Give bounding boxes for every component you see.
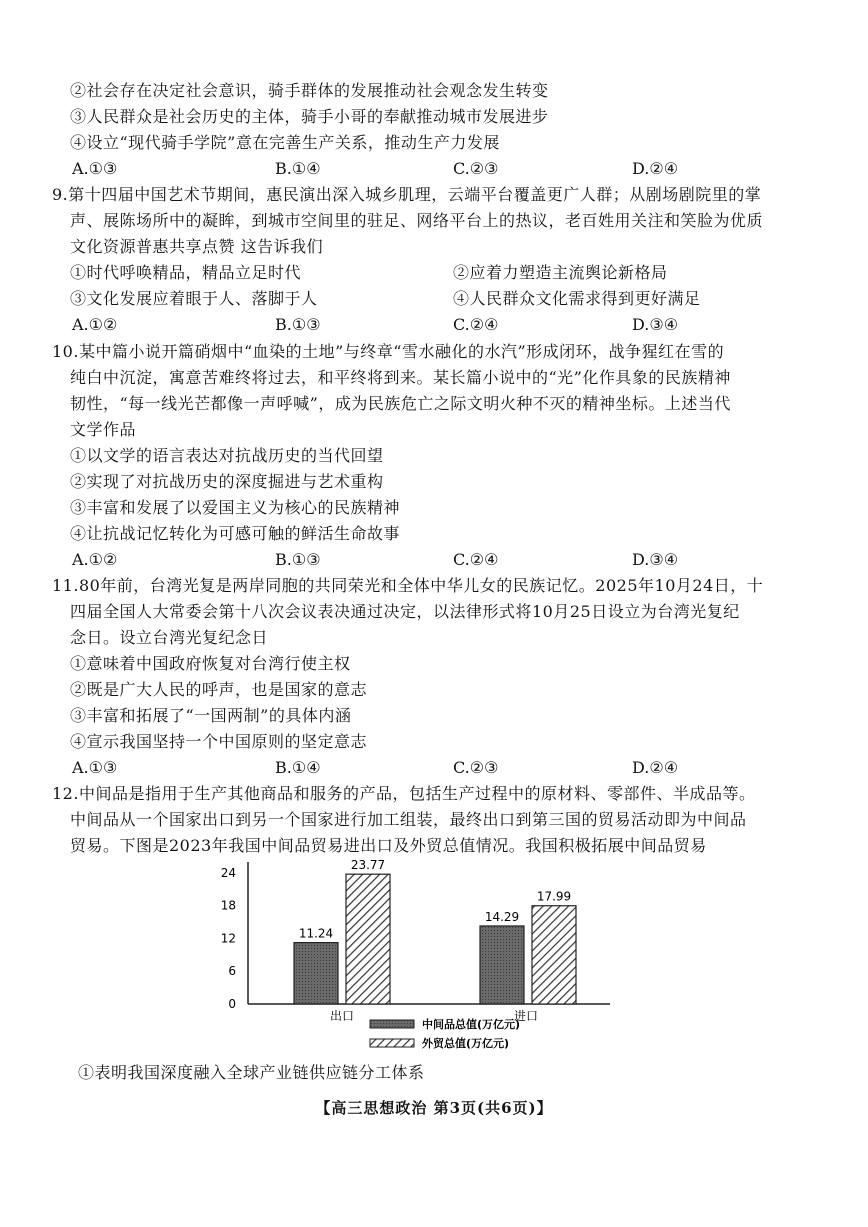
q9-statement-1: ①时代呼唤精品，精品立足时代 [70, 263, 302, 282]
q10-option-b: B.①③ [275, 550, 321, 569]
legend-label-intermediate: 中间品总值(万亿元) [422, 1018, 521, 1031]
q10-stem-line-2: 纯白中沉淀，寓意苦难终将过去，和平终将到来。某长篇小说中的“光”化作具象的民族精神 [70, 368, 731, 387]
q9-option-b: B.①③ [275, 315, 321, 334]
q9-stem-line-2: 声、展陈场所中的凝眸，到城市空间里的驻足、网络平台上的热议，老百姓用关注和笑脸为优质 [70, 211, 764, 230]
q11-stem-line-3: 念日。设立台湾光复纪念日 [70, 628, 269, 647]
q10-option-d: D.③④ [632, 550, 679, 569]
bar-0-1 [346, 874, 390, 1004]
q10-option-a: A.①② [72, 550, 118, 569]
q11-option-d: D.②④ [632, 758, 679, 777]
bar-value-label: 23.77 [350, 858, 386, 873]
q9-statement-4: ④人民群众文化需求得到更好满足 [453, 289, 701, 308]
bar-value-label: 17.99 [536, 889, 572, 904]
bar-1-1 [532, 906, 576, 1004]
q10-option-c: C.②④ [453, 550, 499, 569]
q8-statement-3: ③人民群众是社会历史的主体，骑手小哥的奉献推动城市发展进步 [70, 107, 549, 126]
q10-statement-2: ②实现了对抗战历史的深度掘进与艺术重构 [70, 472, 384, 491]
bar-value-label: 14.29 [484, 909, 520, 924]
q12-stem-line-3: 贸易。下图是2023年我国中间品贸易进出口及外贸总值情况。我国积极拓展中间品贸易 [70, 836, 707, 855]
y-tick-label: 0 [228, 997, 236, 1011]
y-tick-label: 18 [220, 898, 236, 913]
q11-option-a: A.①③ [72, 758, 118, 777]
q10-stem-line-1: 10.某中篇小说开篇硝烟中“血染的土地”与终章“雪水融化的水汽”形成闭环，战争猩红在雪的 [52, 342, 725, 361]
q8-option-b: B.①④ [275, 159, 321, 178]
q11-stem-line-2: 四届全国人大常委会第十八次会议表决通过决定，以法律形式将10月25日设立为台湾光复纪 [70, 602, 740, 621]
legend-swatch-intermediate [370, 1020, 414, 1028]
q11-statement-3: ③丰富和拓展了“一国两制”的具体内涵 [70, 706, 352, 725]
q10-statement-1: ①以文学的语言表达对抗战历史的当代回望 [70, 446, 384, 465]
q12-stem-line-2: 中间品从一个国家出口到另一个国家进行加工组装，最终出口到第三国的贸易活动即为中间品 [70, 810, 747, 829]
q11-statement-1: ①意味着中国政府恢复对台湾行使主权 [70, 654, 351, 673]
trade-bar-chart [200, 858, 630, 1058]
q11-stem-line-1: 11.80年前，台湾光复是两岸同胞的共同荣光和全体中华儿女的民族记忆。2025年10月24日，十 [52, 576, 764, 595]
legend-label-total: 外贸总值(万亿元) [422, 1037, 510, 1050]
q11-statement-2: ②既是广大人民的呼声，也是国家的意志 [70, 680, 368, 699]
q9-statement-3: ③文化发展应着眼于人、落脚于人 [70, 289, 318, 308]
q10-stem-line-4: 文学作品 [70, 420, 137, 439]
q9-stem-line-3: 文化资源普惠共享点赞 这告诉我们 [70, 237, 324, 256]
q10-stem-line-3: 韧性，“每一线光芒都像一声呼喊”，成为民族危亡之际文明火种不灭的精神坐标。上述当代 [70, 394, 731, 413]
q8-statement-2: ②社会存在决定社会意识，骑手群体的发展推动社会观念发生转变 [70, 81, 549, 100]
q11-option-b: B.①④ [275, 758, 321, 777]
q11-statement-4: ④宣示我国坚持一个中国原则的坚定意志 [70, 732, 368, 751]
x-tick-import: 进口 [513, 1009, 539, 1023]
y-tick-label: 24 [220, 865, 236, 880]
bar-1-0 [480, 926, 524, 1004]
q8-option-d: D.②④ [632, 159, 679, 178]
bar-0-0 [294, 943, 338, 1004]
q9-statement-2: ②应着力塑造主流舆论新格局 [453, 263, 668, 282]
q12-statement-1: ①表明我国深度融入全球产业链供应链分工体系 [78, 1063, 425, 1082]
q8-statement-4: ④设立“现代骑手学院”意在完善生产关系，推动生产力发展 [70, 133, 500, 152]
q11-option-c: C.②③ [453, 758, 499, 777]
legend-swatch-total [370, 1039, 414, 1047]
q10-statement-4: ④让抗战记忆转化为可感可触的鲜活生命故事 [70, 524, 401, 543]
q9-stem-line-1: 9.第十四届中国艺术节期间，惠民演出深入城乡肌理，云端平台覆盖更广人群；从剧场剧院里的掌 [52, 185, 762, 204]
q9-option-c: C.②④ [453, 315, 499, 334]
q10-statement-3: ③丰富和发展了以爱国主义为核心的民族精神 [70, 498, 401, 517]
y-tick-label: 6 [228, 964, 236, 979]
x-tick-export: 出口 [329, 1009, 355, 1023]
q8-option-a: A.①③ [72, 159, 118, 178]
q9-option-d: D.③④ [632, 315, 679, 334]
q8-option-c: C.②③ [453, 159, 499, 178]
page-footer: 【高三思想政治 第3页(共6页)】 [315, 1099, 553, 1117]
q9-option-a: A.①② [72, 315, 118, 334]
bar-value-label: 11.24 [298, 926, 334, 941]
q12-stem-line-1: 12.中间品是指用于生产其他商品和服务的产品，包括生产过程中的原材料、零部件、半成品等。 [52, 784, 756, 803]
y-tick-label: 12 [220, 931, 236, 946]
